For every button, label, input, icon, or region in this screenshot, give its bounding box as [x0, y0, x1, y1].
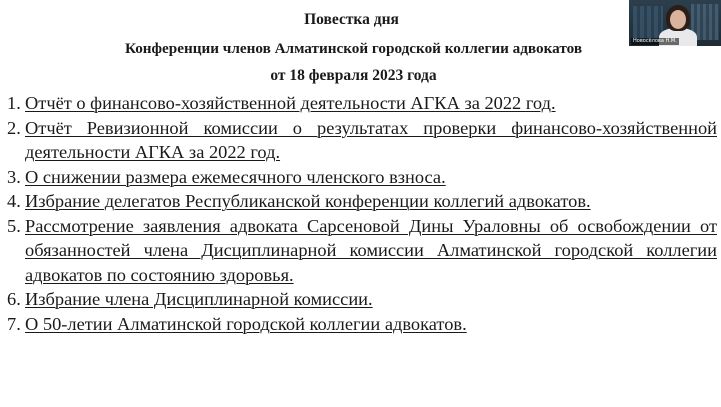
agenda-item — [7, 312, 717, 337]
agenda-item-number: 4. — [7, 191, 21, 211]
agenda-item-text: О 50-летии Алматинской городской коллегии адвокатов. — [25, 313, 467, 334]
agenda-item-text: Отчёт Ревизионной комиссии о результатах проверки финансово-хозяйственной деятельности АГКА за 2022 год. — [25, 117, 717, 162]
agenda-item — [7, 91, 717, 116]
agenda-item — [7, 287, 717, 312]
agenda-list — [7, 91, 717, 336]
agenda-item — [7, 189, 717, 214]
agenda-item-text: Отчёт о финансово-хозяйственной деятельности АГКА за 2022 год. — [25, 93, 556, 113]
agenda-item-number: 6. — [7, 289, 21, 309]
agenda-item — [7, 165, 717, 190]
agenda-item-text: Избрание делегатов Республиканской конференции коллегий адвокатов. — [25, 191, 591, 211]
conference-date: от 18 февраля 2023 года — [270, 67, 437, 84]
participant-name-label: Новосёлова Н.М. — [633, 38, 677, 44]
agenda-item-number: 7. — [7, 313, 21, 334]
agenda-item-text: О снижении размера ежемесячного членского взноса. — [25, 166, 446, 187]
agenda-item-number: 1. — [7, 93, 21, 113]
agenda-item-text: Рассмотрение заявления адвоката Сарсеновой Дины Ураловны об освобождении от обязанностей члена Дисциплинарной комиссии Алматинской городской коллегии адвокатов по состоянию здоровья. — [25, 215, 717, 285]
agenda-item — [7, 116, 717, 165]
participant-video-thumbnail[interactable] — [629, 0, 721, 46]
agenda-item-number: 2. — [7, 117, 21, 138]
agenda-item-number: 3. — [7, 166, 21, 187]
participant-face — [670, 10, 686, 29]
conference-name: Конференции членов Алматинской городской коллегии адвокатов — [124, 40, 583, 57]
agenda-item — [7, 214, 717, 288]
agenda-item-text: Избрание члена Дисциплинарной комиссии. — [25, 289, 373, 309]
agenda-title: Повестка дня — [304, 11, 399, 28]
agenda-item-number: 5. — [7, 215, 21, 236]
